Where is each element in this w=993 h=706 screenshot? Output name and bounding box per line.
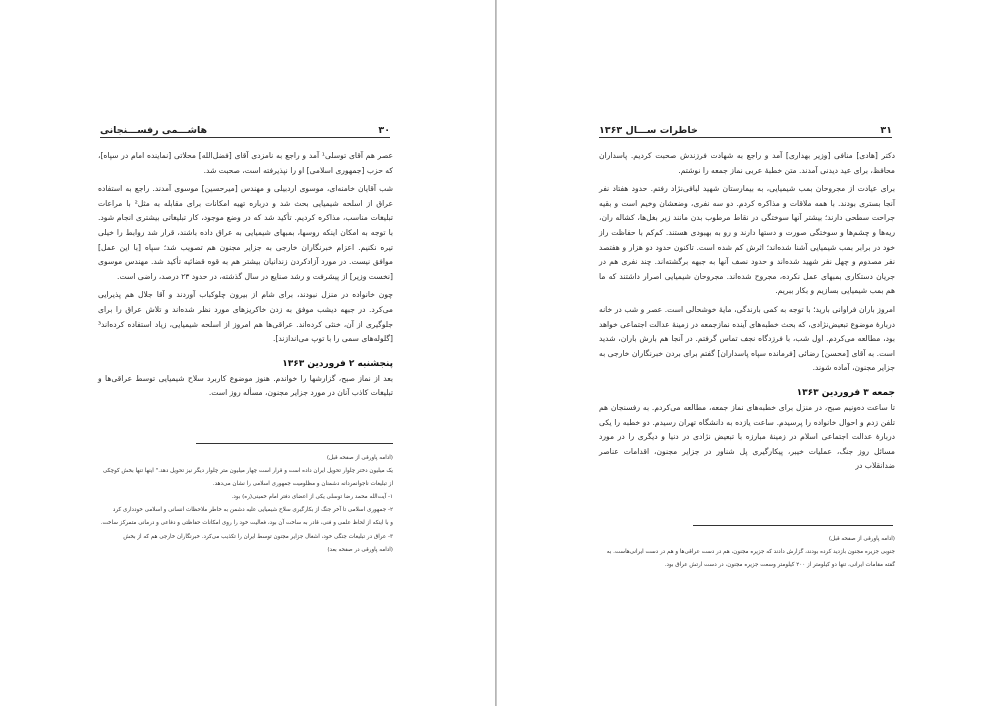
left-paragraph-1: عصر هم آقای توسلی¹ آمد و راجع به نامزدی آقای [فضل‌الله] محلاتی [نماینده امام در سپاه]، که حزب [جمهوری اسلامی] او را نپذیرفته است، صحبت شد. — [98, 151, 393, 175]
right-footnote-line: (ادامه پاورقی از صفحه قبل) — [828, 536, 895, 542]
left-running-title: هاشـــمی رفســـنجانی — [100, 125, 208, 136]
left-footnote-line: (ادامه پاورقی از صفحه قبل) — [326, 455, 393, 461]
left-section-text: بعد از نماز صبح، گزارشها را خواندم. هنوز موضوع کاربرد سلاح شیمیایی توسط عراقی‌ها و تبلیغات کاذب آنان در مورد جزایر مجنون، مسأله روز است. — [98, 373, 393, 398]
right-footnote-line: جنوبی جزیره مجنون بازدید کرده بودند، گزارش دادند که جزیره مجنون، هم در دست عراقی‌ها و هم در دست ایرانی‌هاست. به — [606, 549, 895, 556]
right-page — [497, 0, 993, 706]
left-page-header — [100, 124, 390, 138]
left-footnote-line: ۱- آیت‌الله محمد رضا توسلی یکی از اعضای دفتر امام خمینی(ره) بود. — [231, 494, 393, 501]
left-footnote-line: از تبلیغات ناجوانمردانه دشمنان و مظلومیت جمهوری اسلامی را نشان می‌دهد. — [212, 481, 393, 488]
left-footnotes — [98, 452, 393, 557]
left-paragraph-3: چون خانواده در منزل نبودند، برای شام از بیرون چلوکباب آوردند و آقا جلال هم پذیرایی می‌کرد. در جبهه دیشب موفق به زدن خاکریزهای مورد نظر شده‌اند و تلاش عراق را برای جلوگیری از آن، خنثی کرده‌اند. عراقی‌ها هم امروز از اسلحه شیمیایی، زیاد استفاده کرده‌اند³ [گلوله‌های سمی را با توپ می‌اندازند]. — [98, 290, 393, 344]
left-section-heading: پنجشنبه ۲ فروردین ۱۳۶۳ — [282, 358, 393, 369]
right-page-header — [599, 124, 892, 138]
left-page-body — [98, 149, 393, 405]
right-footnotes — [599, 533, 895, 572]
left-footnote-line: ۲- جمهوری اسلامی تا آخر جنگ از بکارگیری سلاح شیمیایی علیه دشمن به خاطر ملاحظات انسانی و اسلامی خودداری کرد — [112, 507, 393, 514]
left-footnote-line: یک میلیون دختر چلوار تحویل ایران داده است و قرار است چهار میلیون متر چلوار دیگر نیز تحویل دهد." اینها تنها بخش کوچکی — [102, 468, 393, 475]
left-footnote-line: و با اینکه از لحاظ علمی و فنی، قادر به ساخت آن بود، فعالیت خود را روی امکانات حفاظتی و دفاعی و درمانی متمرکز ساخت. — [100, 520, 393, 527]
right-page-number: ۳۱ — [880, 125, 892, 136]
right-paragraph-1: دکتر [هادی] منافی [وزیر بهداری] آمد و راجع به شهادت فرزندش صحبت کردیم. پاسداران محافظ، برای عید دیدنی آمدند. متن خطبهٔ عربی نماز جمعه را نوشتم. — [599, 151, 895, 175]
right-section-text: تا ساعت ده‌ونیم صبح، در منزل برای خطبه‌های نماز جمعه، مطالعه می‌کردم. به رفسنجان هم تلفن زدم و احوال خانواده را پرسیدم. ساعت یازده به دانشگاه تهران رسیدم. دو خطبه را یکی دربارهٔ عدالت اجتماعی اسلام در زمینهٔ مبارزه با تبعیض نژادی در دنیا و دیگری را در مورد مسائل روز جنگ، عملیات خیبر، پیکارگیری پل شناور در جزایر مجنون، اقدامات عناصر ضدانقلاب در — [599, 402, 895, 471]
right-running-title: خاطرات ســـال ۱۳۶۳ — [599, 125, 698, 136]
right-paragraph-2: برای عیادت از مجروحان بمب شیمیایی، به بیمارستان شهید لبافی‌نژاد رفتم. حدود هفتاد نفر آنجا بستری بودند. با همه ملاقات و مذاکره کردم. دو سه نفری، وضعشان وخیم است و بقیه جراحت سطحی دارند؛ بیشتر آنها سوختگی در نقاط مرطوب بدن مانند زیر بغل‌ها، کشاله ران، ریه‌ها و چشم‌ها و سوختگی صورت و دستها دارند و رو به بهبودی هستند. کم‌کم با حفاظت راز خود در برابر بمب شیمیایی آشنا شده‌اند؛ اثرش کم شده است. تاکنون حدود دو هزار و هفتصد نفر مصدوم و چهل نفر شهید شده‌اند و حدود نصف آنها به جبهه برگشته‌اند. چند نفری هم در جریان دستکاری بمبهای عمل نکرده، مجروح شده‌اند. مجروحان شیمیایی اصرار داشتند که ما هم بمب شیمیایی بسازیم و بکار ببریم. — [599, 184, 895, 296]
right-footnote-line: گفته مقامات ایرانی، تنها دو کیلومتر از ۲۰۰ کیلومتر وسعت جزیره مجنون، در دست ارتش عراق بود. — [664, 562, 895, 569]
left-footnote-line: (ادامه پاورقی در صفحه بعد) — [327, 546, 393, 553]
left-paragraph-2: شب آقایان خامنه‌ای، موسوی اردبیلی و مهندس [میرحسین] موسوی آمدند. راجع به استفاده عراق از اسلحه شیمیایی بحث شد و درباره تهیه امکانات برای مقابله به مثل² با مراعات تبلیغات مناسب، مذاکره کردیم. تأکید شد که در وضع موجود، کار تبلیغاتی بیشتری انجام شود. با توجه به امکان اینکه روسها، بمبهای شیمیایی به عراق داده باشند، قرار شد روابط را خیلی تیره نکنیم. اعزام خبرنگاران خارجی به جزایر مجنون هم تصویب شد؛ سپاه [با این عمل] موافق نیست. در مورد آزادکردن زندانیان بیشتر هم به قوه قضائیه تأکید شد. مهندس موسوی [نخست وزیر] از پیشرفت و رشد صنایع در سال گذشته، در حدود ۲۳ درصد، راضی است. — [98, 184, 393, 281]
left-footnote-rule — [196, 443, 393, 444]
left-page-number: ۳۰ — [378, 125, 390, 136]
right-footnote-rule — [693, 525, 893, 526]
left-footnote-line: ۳- عراق در تبلیغات جنگی خود، اشغال جزایر مجنون توسط ایران را تکذیب می‌کرد. خبرنگاران خارجی هم که از بخش — [123, 533, 393, 540]
right-section-heading: جمعه ۳ فروردین ۱۳۶۳ — [796, 387, 895, 398]
right-paragraph-3: امروز باران فراوانی بارید؛ با توجه به کمی بارندگی، مایهٔ خوشحالی است. عصر و شب در خانه دربارهٔ موضوع تبعیض‌نژادی، که بحث خطبه‌های آینده نمازجمعه در زمینهٔ عدالت اجتماعی خواهد بود، مطالعه می‌کردم. اول شب، با فرزدگاه نجف تماس گرفتم. در آنجا هم بارش باران، شدید است. به آقای [محسن] رضائی [فرمانده سپاه پاسداران] گفتم برای بردن خبرنگاران خارجی به جزایر مجنون، آماده شوند. — [599, 304, 895, 373]
left-page — [0, 0, 496, 706]
right-page-body — [599, 149, 895, 478]
